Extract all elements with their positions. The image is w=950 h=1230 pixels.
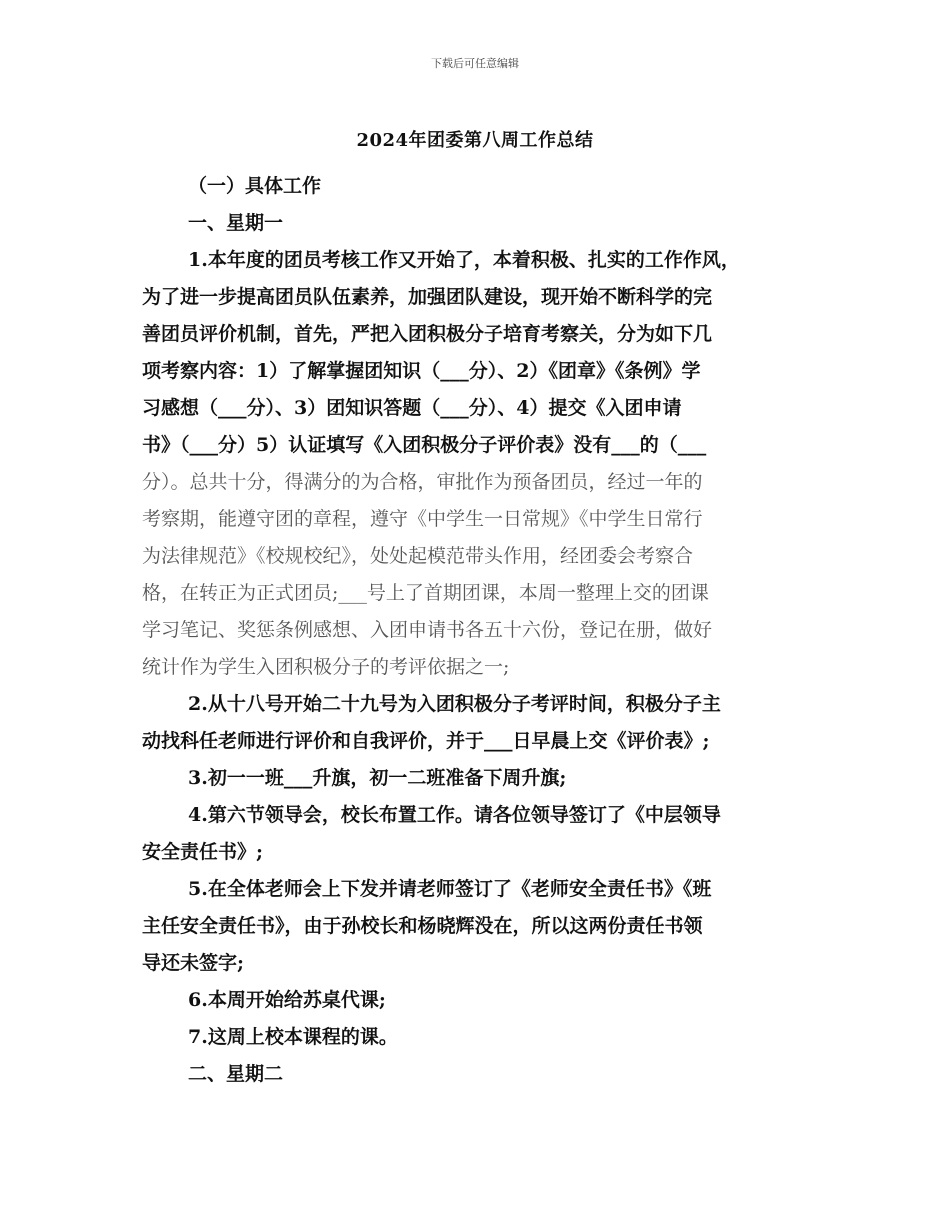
paragraph-line: 4.第六节领导会，校长布置工作。请各位领导签订了《中层领导 xyxy=(188,804,721,826)
document-body xyxy=(142,168,812,1093)
paragraph-line: 项考察内容：1）了解掌握团知识（___分）、2）《团章》《条例》学 xyxy=(142,360,701,382)
paragraph-line: 考察期，能遵守团的章程，遵守《中学生一日常规》《中学生日常行 xyxy=(142,508,703,530)
subsection-heading: 二、星期二 xyxy=(188,1063,284,1085)
paragraph-line: 习感想（___分）、3）团知识答题（___分）、4）提交《入团申请 xyxy=(142,397,682,419)
paragraph-line: 安全责任书》; xyxy=(142,841,264,863)
paragraph-line: 5.在全体老师会上下发并请老师签订了《老师安全责任书》《班 xyxy=(188,878,712,900)
paragraph-line: 1.本年度的团员考核工作又开始了，本着积极、扎实的工作作风， xyxy=(188,249,740,271)
paragraph-line: 导还未签字; xyxy=(142,952,245,974)
paragraph-line: 为法律规范》《校规校纪》，处处起模范带头作用，经团委会考察合 xyxy=(142,545,694,567)
document-title: 2024年团委第八周工作总结 xyxy=(356,130,594,151)
subsection-heading: 一、星期一 xyxy=(188,212,284,234)
paragraph-line: 2.从十八号开始二十九号为入团积极分子考评时间，积极分子主 xyxy=(188,693,721,715)
paragraph-line: 3.初一一班___升旗，初一二班准备下周升旗; xyxy=(188,767,567,789)
paragraph-line: 分）。总共十分，得满分的为合格，审批作为预备团员，经过一年的 xyxy=(142,471,703,493)
paragraph-line: 格，在转正为正式团员;___号上了首期团课，本周一整理上交的团课 xyxy=(142,582,709,604)
paragraph-line: 6.本周开始给苏桌代课; xyxy=(188,989,386,1011)
paragraph-line: 善团员评价机制，首先，严把入团积极分子培育考察关，分为如下几 xyxy=(142,323,713,345)
paragraph-line: 动找科任老师进行评价和自我评价，并于___日早晨上交《评价表》; xyxy=(142,730,710,752)
paragraph-line: 为了进一步提高团员队伍素养，加强团队建设，现开始不断科学的完 xyxy=(142,286,713,308)
section-heading: （一）具体工作 xyxy=(188,175,322,197)
paragraph-line: 主任安全责任书》，由于孙校长和杨晓辉没在，所以这两份责任书领 xyxy=(142,915,703,937)
paragraph-line: 统计作为学生入团积极分子的考评依据之一; xyxy=(142,656,510,678)
paragraph-line: 书》（___分）5）认证填写《入团积极分子评价表》没有___的（___ xyxy=(142,434,707,456)
paragraph-line: 7.这周上校本课程的课。 xyxy=(188,1026,398,1048)
paragraph-line: 学习笔记、奖惩条例感想、入团申请书各五十六份，登记在册，做好 xyxy=(142,619,713,641)
page-header-note: 下载后可任意编辑 xyxy=(431,57,519,70)
